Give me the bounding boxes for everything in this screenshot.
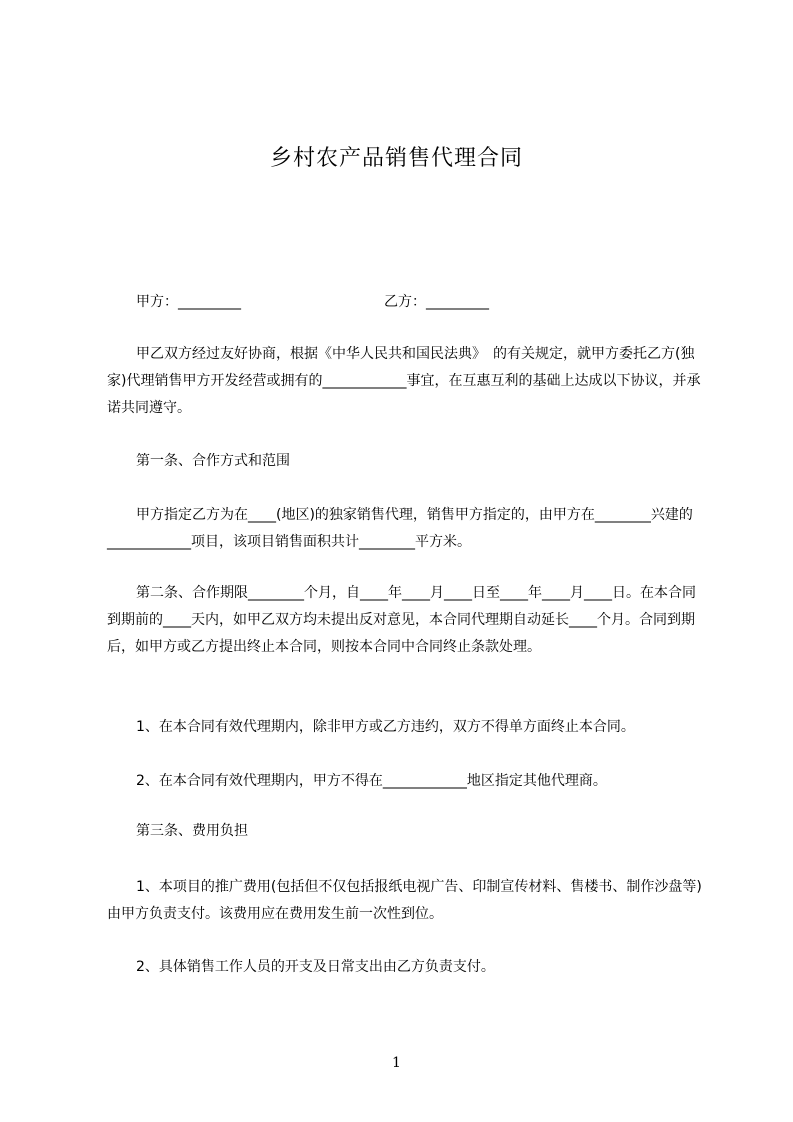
parties-line [136, 291, 696, 313]
article1-heading-text: 第一条、合作方式和范围 [136, 453, 290, 469]
article2-item-2 [107, 768, 702, 795]
contract-title: 乡村农产品销售代理合同 [269, 146, 523, 171]
article2-item-2-text: 2、在本合同有效代理期内，甲方不得在____________地区指定其他代理商。 [136, 773, 607, 789]
page-number: 1 [392, 1055, 401, 1071]
preamble-text: 甲乙双方经过友好协商，根据《中华人民共和国民法典》 的有关规定，就甲方委托乙方(独家)代理销售甲方开发经营或拥有的____________事宜，在互惠互利的基础上达成以下协议，并承诺共同遵守。 [107, 346, 701, 416]
article2-item-1 [107, 714, 702, 741]
article3-item-1 [107, 874, 702, 928]
article3-heading [107, 818, 702, 845]
article2-text: 第二条、合作期限________个月，自____年____月____日至____年____月____日。在本合同到期前的____天内，如甲乙双方均未提出反对意见，本合同代理期自动延长____个月。合同到期后，如甲方或乙方提出终止本合同，则按本合同中合同终止条款处理。 [107, 585, 696, 655]
article1-heading [107, 448, 702, 475]
article2-item-1-text: 1、在本合同有效代理期内，除非甲方或乙方违约，双方不得单方面终止本合同。 [136, 719, 635, 735]
article3-item-2-text: 2、具体销售工作人员的开支及日常支出由乙方负责支付。 [136, 959, 495, 975]
preamble-paragraph [107, 341, 702, 422]
article3-item-1-text: 1、本项目的推广费用(包括但不仅包括报纸电视广告、印制宣传材料、售楼书、制作沙盘等)由甲方负责支付。该费用应在费用发生前一次性到位。 [107, 879, 702, 922]
party-a-field: 甲方：_________ [136, 294, 241, 310]
article3-heading-text: 第三条、费用负担 [136, 823, 248, 839]
article3-item-2 [107, 954, 702, 981]
article1-paragraph [107, 502, 702, 556]
party-b-field: 乙方：_________ [384, 294, 489, 310]
article2-paragraph [107, 580, 702, 661]
article1-text: 甲方指定乙方为在____(地区)的独家销售代理，销售甲方指定的，由甲方在________兴建的____________项目，该项目销售面积共计________平方米。 [107, 507, 693, 550]
